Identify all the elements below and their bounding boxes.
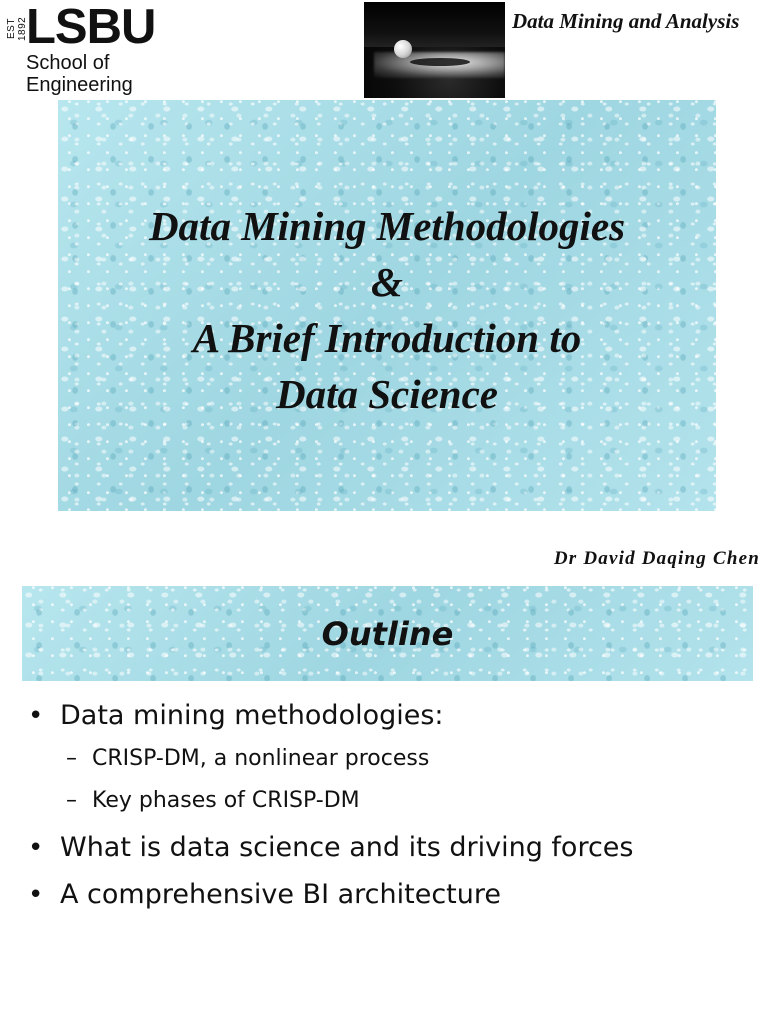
outline-heading: Outline [321,615,454,653]
bullet-dot: • [28,833,44,863]
slide-title [58,198,716,422]
bullet-text: A comprehensive BI architecture [60,879,501,910]
title-slide-panel [58,100,716,511]
slide-title-line: Data Mining Methodologies [148,203,626,249]
logo-engineering-line: Engineering [26,74,133,96]
header-ball-image [364,2,505,98]
image-ball-shadow [410,58,470,66]
bullet-dot: • [28,701,44,731]
image-ball [394,40,412,58]
bullet-text: What is data science and its driving forces [60,832,634,863]
bullet-text: Data mining methodologies: [60,700,444,731]
slide-title-line: A Brief Introduction to [192,315,582,361]
sub-bullet-dash: – [66,746,77,771]
author-name: Dr David Daqing Chen [553,548,760,569]
course-title: Data Mining and Analysis [512,9,740,33]
logo-school-line: School of [26,52,110,74]
bullet-dot: • [28,880,44,910]
slide-title-line: Data Science [275,371,499,417]
logo-est-text: EST 1892 [6,16,28,42]
lsbu-logo [6,2,176,98]
logo-wordmark: LSBU [26,0,156,54]
slide-title-line: & [371,259,403,305]
sub-bullet-text: CRISP-DM, a nonlinear process [92,746,430,771]
image-backdrop [364,2,505,47]
outline-heading-panel [22,586,753,681]
sub-bullet-text: Key phases of CRISP-DM [92,788,360,813]
sub-bullet-dash: – [66,788,77,813]
